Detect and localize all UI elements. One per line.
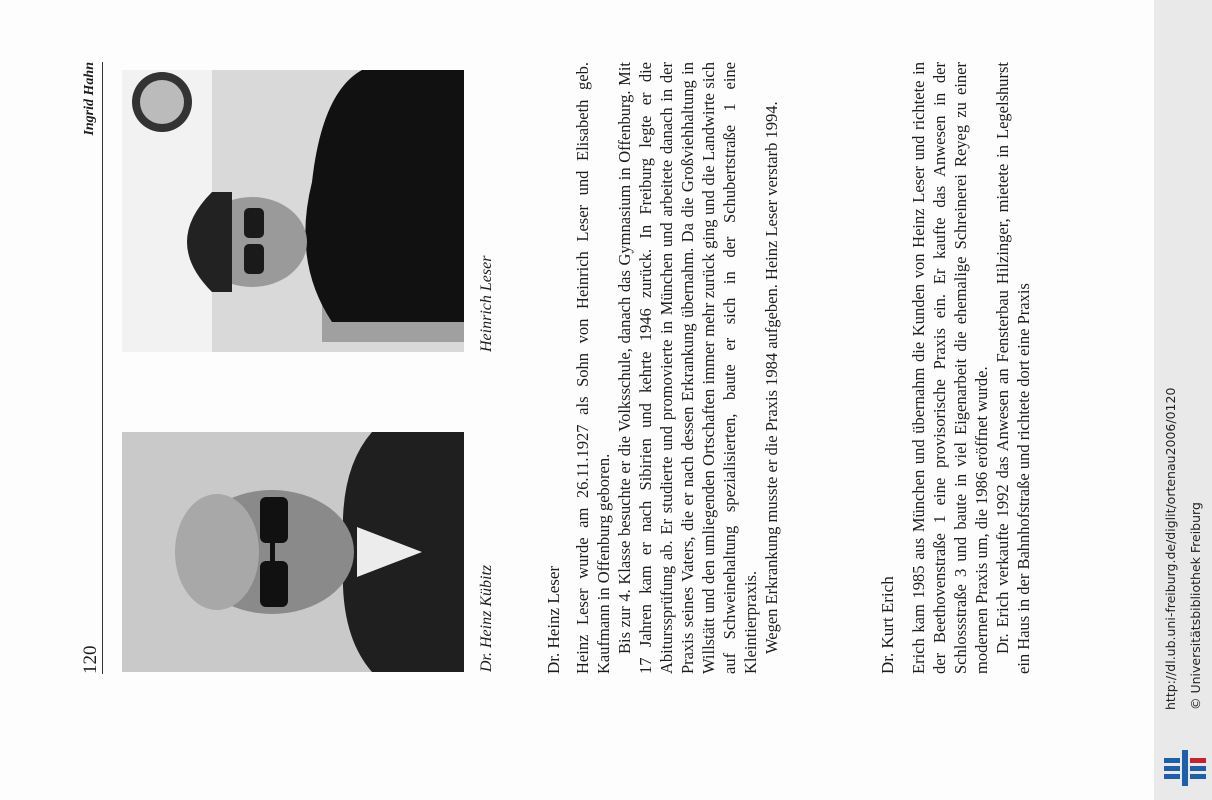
portrait-photo-heinz-kuebitz <box>122 432 464 672</box>
paragraph: Bis zur 4. Klasse besuchte er die Volksschule, danach das Gymnasium in Offenburg. Mit 17 Jahren kam er nach Sibirien und kehrte 1946 zurück. In Freiburg legte er die Abiturssprüfung ab. Er studierte und promovierte in München und arbeitete danach in der Praxis seines Vaters, die er nach dessen Erkrankung übernahm. Da die Großviehhaltung in Willstätt und den umliegenden Ortschaften immer mehr zurück ging und die Landwirte sich auf Schweinehaltung spezialisierten, baute er sich in der Schubertstraße 1 eine Kleintierpraxis. <box>615 62 760 674</box>
section-title-heinz-leser: Dr. Heinz Leser <box>544 565 563 674</box>
copyright-notice: © Universitätsbibliothek Freiburg <box>1188 502 1203 710</box>
paragraph: Wegen Erkrankung musste er die Praxis 1984 aufgeben. Heinz Leser verstarb 1994. <box>762 101 781 654</box>
paragraph: Heinz Leser wurde am 26.11.1927 als Sohn von Heinrich Leser und Elisabeth geb. Kaufmann in Offenburg geboren. <box>573 62 613 674</box>
portrait-photo-heinrich-leser <box>122 70 464 352</box>
figure-caption: Dr. Heinz Kübitz <box>478 564 495 672</box>
paragraph: Dr. Erich verkaufte 1992 das Anwesen an Fensterbau Hilzinger, mietete in Legelshurst ein Haus in der Bahnhofstraße und richtete dort eine Praxis <box>993 62 1033 674</box>
section-body-kurt-erich <box>908 62 1034 674</box>
paragraph: Erich kam 1985 aus München und übernahm die Kunden von Heinz Leser und richtete in der Beethovenstraße 1 eine provisorische Praxis ein. Er kaufte das Anwesen in der Schlossstraße 3 und baute in viel Eigenarbeit die ehemalige Schreinerei Reyeg zu einer modernen Praxis um, die 1986 eröffnet wurde. <box>909 62 991 674</box>
section-body-heinz-leser <box>572 62 782 674</box>
running-head: Ingrid Hahn <box>82 62 97 136</box>
section-title-kurt-erich: Dr. Kurt Erich <box>878 576 897 674</box>
header-rule <box>102 62 103 674</box>
ub-freiburg-logo-icon <box>1162 748 1208 788</box>
source-url-link[interactable]: http://dl.ub.uni-freiburg.de/diglit/ortenau2006/0120 <box>1163 387 1178 710</box>
figure-caption: Heinrich Leser <box>478 255 495 352</box>
page-number: 120 <box>80 645 101 674</box>
